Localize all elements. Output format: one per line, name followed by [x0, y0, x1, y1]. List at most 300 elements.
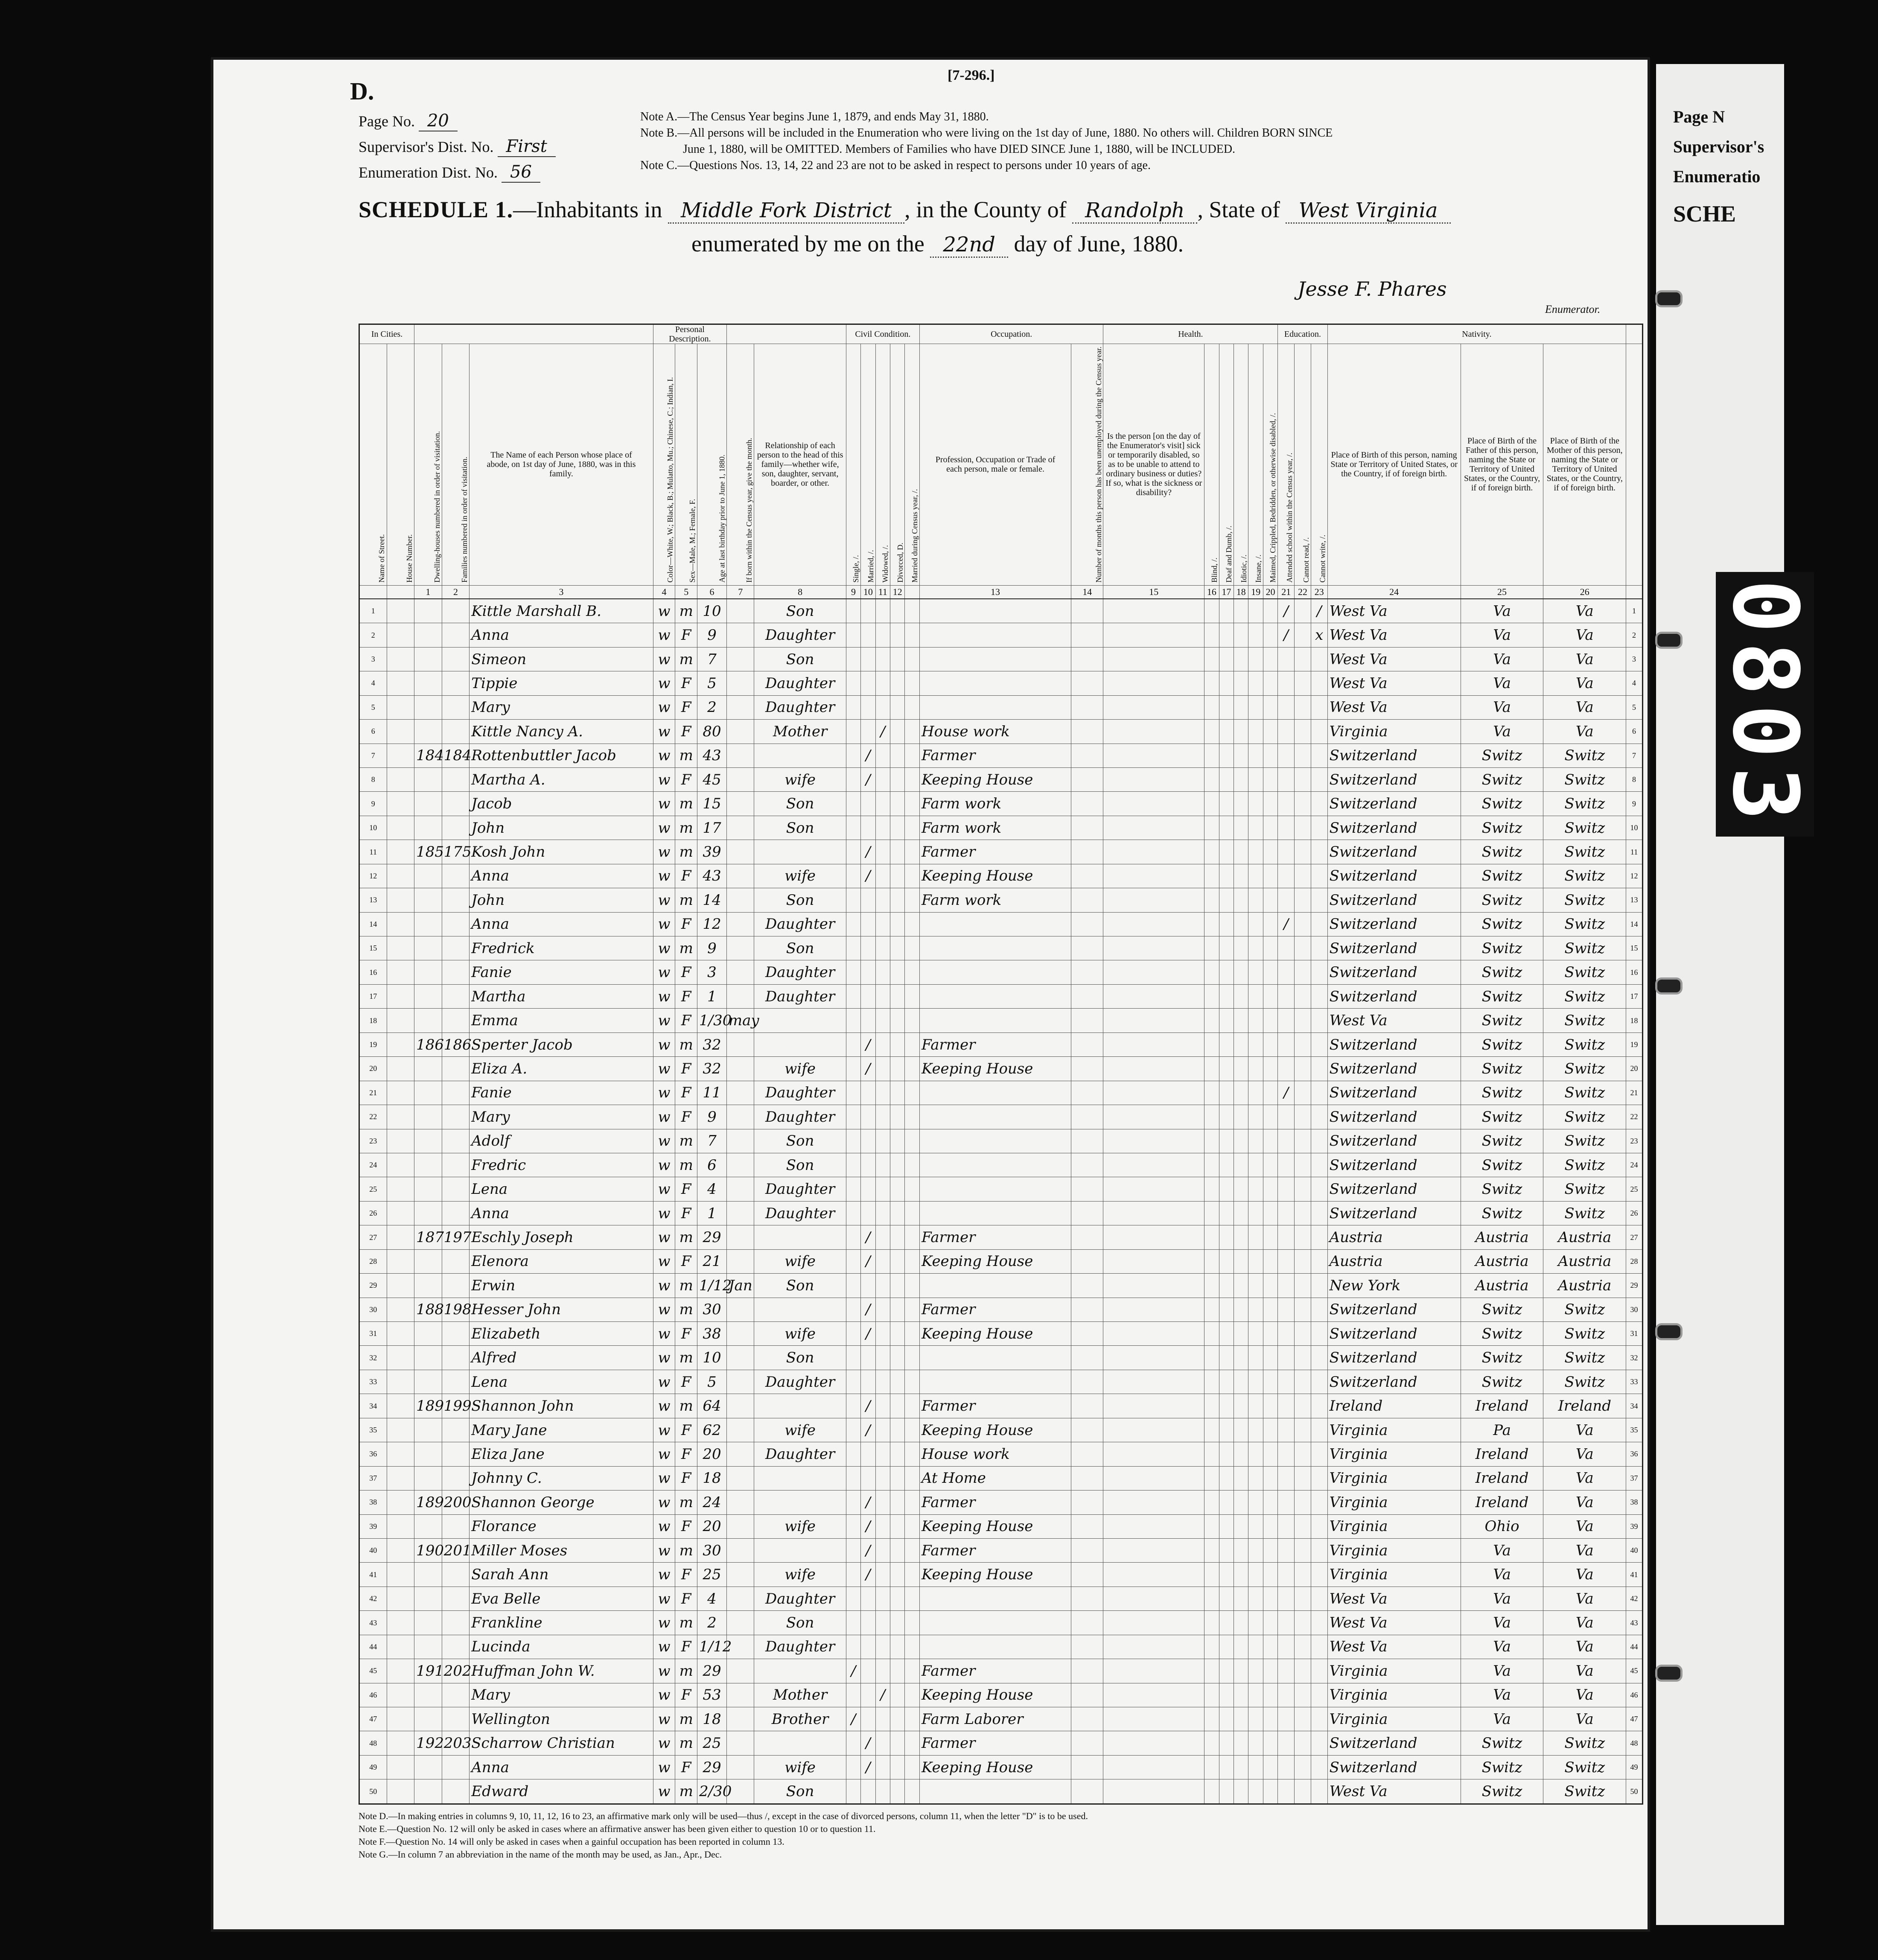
father-birthplace-cell: Va: [1461, 695, 1543, 719]
table-row: [359, 1225, 1643, 1249]
cannot-read-cell: [1295, 1683, 1311, 1707]
dwelling-cell: [414, 1635, 442, 1659]
family-cell: [442, 816, 470, 840]
unemployed-cell: [1071, 816, 1103, 840]
month-cell: [726, 1201, 754, 1225]
sickness-cell: [1103, 1490, 1204, 1514]
idiotic-cell: [1234, 960, 1248, 984]
insane-cell: [1248, 1153, 1263, 1177]
age-cell: 29: [697, 1659, 727, 1683]
enumeration-label: Enumeration Dist. No.: [359, 164, 498, 181]
street-cell: [387, 1201, 414, 1225]
single-cell: [846, 1779, 860, 1804]
occupation-cell: Keeping House: [919, 1322, 1071, 1346]
color-cell: w: [653, 1779, 675, 1804]
color-cell: w: [653, 1707, 675, 1731]
married-year-cell: [905, 1635, 919, 1659]
cannot-read-cell: [1295, 1394, 1311, 1418]
widowed-cell: [875, 1032, 890, 1056]
married-year-cell: [905, 840, 919, 864]
cannot-read-cell: [1295, 912, 1311, 936]
mother-birthplace-cell: Switz: [1543, 1032, 1626, 1056]
blind-cell: [1204, 1490, 1219, 1514]
relationship-cell: Son: [754, 1346, 846, 1370]
school-cell: [1278, 767, 1295, 791]
idiotic-cell: [1234, 1538, 1248, 1562]
table-row: [359, 1298, 1643, 1321]
mother-birthplace-cell: Va: [1543, 1683, 1626, 1707]
maimed-cell: [1263, 623, 1277, 647]
married-year-cell: [905, 744, 919, 767]
occupation-cell: [919, 1177, 1071, 1201]
mother-birthplace-cell: Switz: [1543, 1177, 1626, 1201]
cannot-read-cell: [1295, 1177, 1311, 1201]
note-a: Note A.—The Census Year begins June 1, 1879, and ends May 31, 1880.: [640, 110, 989, 123]
name-cell: Anna: [470, 623, 653, 647]
widowed-cell: [875, 1346, 890, 1370]
age-cell: 7: [697, 647, 727, 671]
family-cell: [442, 1346, 470, 1370]
cannot-read-cell: [1295, 1611, 1311, 1635]
line-number: 27: [359, 1225, 387, 1249]
divorced-cell: [890, 936, 905, 960]
occupation-cell: [919, 1346, 1071, 1370]
name-cell: Fredric: [470, 1153, 653, 1177]
maimed-cell: [1263, 744, 1277, 767]
divorced-cell: [890, 1346, 905, 1370]
occupation-cell: Keeping House: [919, 1057, 1071, 1081]
line-number: 48: [359, 1731, 387, 1755]
unemployed-cell: [1071, 623, 1103, 647]
sex-cell: m: [675, 888, 697, 912]
street-cell: [387, 1346, 414, 1370]
cannot-write-cell: [1311, 888, 1327, 912]
district-value: Middle Fork District: [668, 198, 904, 224]
school-cell: [1278, 1322, 1295, 1346]
street-cell: [387, 912, 414, 936]
single-cell: [846, 1394, 860, 1418]
widowed-cell: [875, 1490, 890, 1514]
divorced-cell: [890, 888, 905, 912]
sickness-cell: [1103, 1538, 1204, 1562]
school-cell: [1278, 1201, 1295, 1225]
month-cell: [726, 1081, 754, 1105]
birthplace-cell: Virginia: [1327, 720, 1461, 744]
line-number: 21: [359, 1081, 387, 1105]
school-cell: [1278, 1538, 1295, 1562]
married-cell: /: [861, 1514, 875, 1538]
relationship-cell: Daughter: [754, 1635, 846, 1659]
father-birthplace-cell: Va: [1461, 647, 1543, 671]
divorced-cell: [890, 1081, 905, 1105]
deaf-cell: [1219, 864, 1234, 888]
married-year-cell: [905, 1249, 919, 1273]
maimed-cell: [1263, 1105, 1277, 1129]
birthplace-cell: Switzerland: [1327, 1153, 1461, 1177]
adjacent-page: [1656, 64, 1784, 1925]
idiotic-cell: [1234, 744, 1248, 767]
single-cell: [846, 864, 860, 888]
cannot-write-cell: [1311, 1249, 1327, 1273]
blind-cell: [1204, 623, 1219, 647]
line-number-right: 20: [1626, 1057, 1643, 1081]
school-cell: [1278, 671, 1295, 695]
deaf-cell: [1219, 1322, 1234, 1346]
table-row: [359, 936, 1643, 960]
father-birthplace-cell: Switz: [1461, 792, 1543, 816]
sickness-cell: [1103, 888, 1204, 912]
deaf-cell: [1219, 1153, 1234, 1177]
age-cell: 3: [697, 960, 727, 984]
relationship-cell: Daughter: [754, 1370, 846, 1394]
sex-cell: F: [675, 1587, 697, 1610]
column-number: 24: [1327, 585, 1461, 599]
column-number: 16: [1204, 585, 1219, 599]
mother-birthplace-cell: Va: [1543, 1418, 1626, 1442]
occupation-cell: Keeping House: [919, 1563, 1071, 1587]
single-cell: [846, 720, 860, 744]
insane-cell: [1248, 888, 1263, 912]
blind-cell: [1204, 1659, 1219, 1683]
binding-ring: [1655, 1665, 1683, 1682]
single-cell: [846, 1201, 860, 1225]
name-cell: Eva Belle: [470, 1587, 653, 1610]
dwelling-cell: [414, 671, 442, 695]
street-cell: [387, 695, 414, 719]
relationship-cell: Son: [754, 888, 846, 912]
single-cell: [846, 744, 860, 767]
birthplace-cell: Austria: [1327, 1225, 1461, 1249]
dwelling-cell: [414, 912, 442, 936]
divorced-cell: [890, 1563, 905, 1587]
married-year-cell: [905, 936, 919, 960]
family-cell: [442, 792, 470, 816]
school-cell: [1278, 1466, 1295, 1490]
cannot-write-cell: [1311, 720, 1327, 744]
divorced-cell: [890, 1490, 905, 1514]
sickness-cell: [1103, 623, 1204, 647]
month-cell: [726, 1249, 754, 1273]
maimed-cell: [1263, 647, 1277, 671]
column-number: 18: [1234, 585, 1248, 599]
cannot-read-cell: [1295, 1201, 1311, 1225]
line-number: 8: [359, 767, 387, 791]
age-cell: 14: [697, 888, 727, 912]
mother-birthplace-cell: Va: [1543, 1659, 1626, 1683]
single-cell: [846, 816, 860, 840]
single-cell: [846, 1635, 860, 1659]
birthplace-cell: Switzerland: [1327, 1201, 1461, 1225]
col-street: Name of Street.: [359, 344, 387, 586]
col-relationship: Relationship of each person to the head of this family—whether wife, son, daughter, servant, boarder, or other.: [754, 344, 846, 586]
divorced-cell: [890, 695, 905, 719]
single-cell: [846, 671, 860, 695]
insane-cell: [1248, 1466, 1263, 1490]
age-cell: 45: [697, 767, 727, 791]
idiotic-cell: [1234, 1563, 1248, 1587]
table-row: [359, 1274, 1643, 1298]
month-cell: [726, 1442, 754, 1466]
married-year-cell: [905, 1081, 919, 1105]
occupation-cell: [919, 1105, 1071, 1129]
sickness-cell: [1103, 695, 1204, 719]
married-cell: /: [861, 1538, 875, 1562]
widowed-cell: /: [875, 720, 890, 744]
married-cell: [861, 1659, 875, 1683]
birthplace-cell: Switzerland: [1327, 1081, 1461, 1105]
relationship-cell: Daughter: [754, 695, 846, 719]
widowed-cell: [875, 888, 890, 912]
cannot-write-cell: [1311, 1057, 1327, 1081]
idiotic-cell: [1234, 1370, 1248, 1394]
maimed-cell: [1263, 671, 1277, 695]
sex-cell: F: [675, 1442, 697, 1466]
cannot-write-cell: [1311, 1105, 1327, 1129]
cannot-read-cell: [1295, 1418, 1311, 1442]
cannot-read-cell: [1295, 695, 1311, 719]
unemployed-cell: [1071, 864, 1103, 888]
school-cell: [1278, 1731, 1295, 1755]
married-cell: [861, 647, 875, 671]
column-number: 19: [1248, 585, 1263, 599]
column-number: 20: [1263, 585, 1277, 599]
month-cell: [726, 1322, 754, 1346]
line-number: 4: [359, 671, 387, 695]
idiotic-cell: [1234, 984, 1248, 1008]
family-cell: [442, 1129, 470, 1153]
sex-cell: F: [675, 1322, 697, 1346]
name-cell: Kittle Marshall B.: [470, 599, 653, 623]
single-cell: [846, 1298, 860, 1321]
widowed-cell: [875, 1442, 890, 1466]
widowed-cell: [875, 1201, 890, 1225]
sickness-cell: [1103, 1755, 1204, 1779]
line-number: 40: [359, 1538, 387, 1562]
unemployed-cell: [1071, 1514, 1103, 1538]
name-cell: Sperter Jacob: [470, 1032, 653, 1056]
birthplace-cell: Switzerland: [1327, 888, 1461, 912]
blind-cell: [1204, 767, 1219, 791]
age-cell: 25: [697, 1563, 727, 1587]
insane-cell: [1248, 1322, 1263, 1346]
name-cell: Emma: [470, 1009, 653, 1032]
divorced-cell: [890, 1249, 905, 1273]
enumerated-text: enumerated by me on the: [691, 231, 924, 257]
name-cell: Lena: [470, 1370, 653, 1394]
cannot-read-cell: [1295, 1298, 1311, 1321]
maimed-cell: [1263, 816, 1277, 840]
insane-cell: [1248, 695, 1263, 719]
deaf-cell: [1219, 888, 1234, 912]
married-cell: [861, 1153, 875, 1177]
table-row: [359, 720, 1643, 744]
color-cell: w: [653, 1105, 675, 1129]
mother-birthplace-cell: Va: [1543, 1514, 1626, 1538]
note-b: Note B.—All persons will be included in the Enumeration who were living on the 1st day of June, 1880. No others will. Children BORN SINCE: [640, 126, 1333, 140]
line-number-right: 2: [1626, 623, 1643, 647]
insane-cell: [1248, 767, 1263, 791]
line-number-right: 7: [1626, 744, 1643, 767]
table-row: [359, 1009, 1643, 1032]
relationship-cell: Son: [754, 792, 846, 816]
school-cell: [1278, 984, 1295, 1008]
dwelling-cell: [414, 792, 442, 816]
maimed-cell: [1263, 1707, 1277, 1731]
idiotic-cell: [1234, 1346, 1248, 1370]
family-cell: [442, 864, 470, 888]
month-cell: [726, 816, 754, 840]
married-cell: /: [861, 1490, 875, 1514]
dwelling-cell: [414, 1177, 442, 1201]
insane-cell: [1248, 960, 1263, 984]
married-cell: [861, 1129, 875, 1153]
cannot-read-cell: [1295, 1538, 1311, 1562]
insane-cell: [1248, 1394, 1263, 1418]
blind-cell: [1204, 984, 1219, 1008]
month-cell: [726, 1032, 754, 1056]
father-birthplace-cell: Switz: [1461, 1346, 1543, 1370]
line-number-right: 48: [1626, 1731, 1643, 1755]
family-cell: [442, 1755, 470, 1779]
insane-cell: [1248, 1057, 1263, 1081]
unemployed-cell: [1071, 767, 1103, 791]
blind-cell: [1204, 1466, 1219, 1490]
insane-cell: [1248, 671, 1263, 695]
occupation-cell: [919, 960, 1071, 984]
divorced-cell: [890, 984, 905, 1008]
divorced-cell: [890, 1731, 905, 1755]
married-year-cell: [905, 1442, 919, 1466]
unemployed-cell: [1071, 720, 1103, 744]
sickness-cell: [1103, 1177, 1204, 1201]
married-cell: /: [861, 1225, 875, 1249]
widowed-cell: [875, 1659, 890, 1683]
column-number: 4: [653, 585, 675, 599]
line-number: 30: [359, 1298, 387, 1321]
single-cell: [846, 1105, 860, 1129]
cannot-read-cell: [1295, 864, 1311, 888]
blind-cell: [1204, 1442, 1219, 1466]
married-cell: [861, 1177, 875, 1201]
family-cell: [442, 1057, 470, 1081]
relationship-cell: wife: [754, 1322, 846, 1346]
group-education: Education.: [1278, 324, 1327, 344]
dwelling-cell: [414, 599, 442, 623]
school-cell: [1278, 1394, 1295, 1418]
state-text: , State of: [1197, 197, 1280, 222]
widowed-cell: [875, 1057, 890, 1081]
birthplace-cell: Switzerland: [1327, 936, 1461, 960]
form-number: [7-296.]: [948, 67, 995, 83]
relationship-cell: [754, 1731, 846, 1755]
age-cell: 30: [697, 1298, 727, 1321]
blind-cell: [1204, 1538, 1219, 1562]
married-year-cell: [905, 1659, 919, 1683]
color-cell: w: [653, 1514, 675, 1538]
single-cell: [846, 1442, 860, 1466]
col-occupation: Profession, Occupation or Trade of each person, male or female.: [919, 344, 1071, 586]
occupation-cell: Keeping House: [919, 1418, 1071, 1442]
father-birthplace-cell: Switz: [1461, 936, 1543, 960]
deaf-cell: [1219, 1779, 1234, 1804]
mother-birthplace-cell: Switz: [1543, 840, 1626, 864]
family-cell: [442, 1274, 470, 1298]
birthplace-cell: West Va: [1327, 695, 1461, 719]
adjacent-enumeration-label: Enumeratio: [1673, 167, 1761, 186]
blind-cell: [1204, 1587, 1219, 1610]
maimed-cell: [1263, 695, 1277, 719]
blind-cell: [1204, 599, 1219, 623]
color-cell: w: [653, 1274, 675, 1298]
cannot-read-cell: [1295, 1009, 1311, 1032]
idiotic-cell: [1234, 792, 1248, 816]
blind-cell: [1204, 1153, 1219, 1177]
color-cell: w: [653, 647, 675, 671]
married-cell: [861, 1105, 875, 1129]
school-cell: [1278, 864, 1295, 888]
birthplace-cell: Switzerland: [1327, 1105, 1461, 1129]
street-cell: [387, 1442, 414, 1466]
footnotes: [359, 1810, 1643, 1861]
maimed-cell: [1263, 1346, 1277, 1370]
unemployed-cell: [1071, 1346, 1103, 1370]
single-cell: [846, 695, 860, 719]
column-number: 23: [1311, 585, 1327, 599]
age-cell: 5: [697, 1370, 727, 1394]
cannot-write-cell: [1311, 1683, 1327, 1707]
school-cell: [1278, 960, 1295, 984]
color-cell: w: [653, 1057, 675, 1081]
dwelling-cell: [414, 960, 442, 984]
school-cell: /: [1278, 1081, 1295, 1105]
blind-cell: [1204, 1081, 1219, 1105]
schedule-label: SCHEDULE 1.: [359, 197, 513, 222]
line-number-right: 34: [1626, 1394, 1643, 1418]
group-blank-b: [726, 324, 846, 344]
line-number-right: 39: [1626, 1514, 1643, 1538]
col-maimed: Maimed, Crippled, Bedridden, or otherwise disabled, /.: [1263, 344, 1277, 586]
married-year-cell: [905, 1057, 919, 1081]
maimed-cell: [1263, 1032, 1277, 1056]
divorced-cell: [890, 1370, 905, 1394]
sex-cell: F: [675, 984, 697, 1008]
sex-cell: F: [675, 960, 697, 984]
day-value: 22nd: [930, 233, 1008, 258]
color-cell: w: [653, 671, 675, 695]
deaf-cell: [1219, 1105, 1234, 1129]
street-cell: [387, 744, 414, 767]
table-row: [359, 623, 1643, 647]
unemployed-cell: [1071, 1225, 1103, 1249]
married-cell: [861, 1442, 875, 1466]
occupation-cell: [919, 1129, 1071, 1153]
divorced-cell: [890, 1032, 905, 1056]
married-year-cell: [905, 960, 919, 984]
divorced-cell: [890, 599, 905, 623]
line-number-right: 9: [1626, 792, 1643, 816]
school-cell: [1278, 1635, 1295, 1659]
idiotic-cell: [1234, 1394, 1248, 1418]
street-cell: [387, 1153, 414, 1177]
mother-birthplace-cell: Switz: [1543, 984, 1626, 1008]
insane-cell: [1248, 1707, 1263, 1731]
birthplace-cell: Austria: [1327, 1249, 1461, 1273]
dwelling-cell: 189: [414, 1490, 442, 1514]
maimed-cell: [1263, 888, 1277, 912]
month-cell: [726, 864, 754, 888]
single-cell: [846, 1683, 860, 1707]
month-cell: [726, 1346, 754, 1370]
